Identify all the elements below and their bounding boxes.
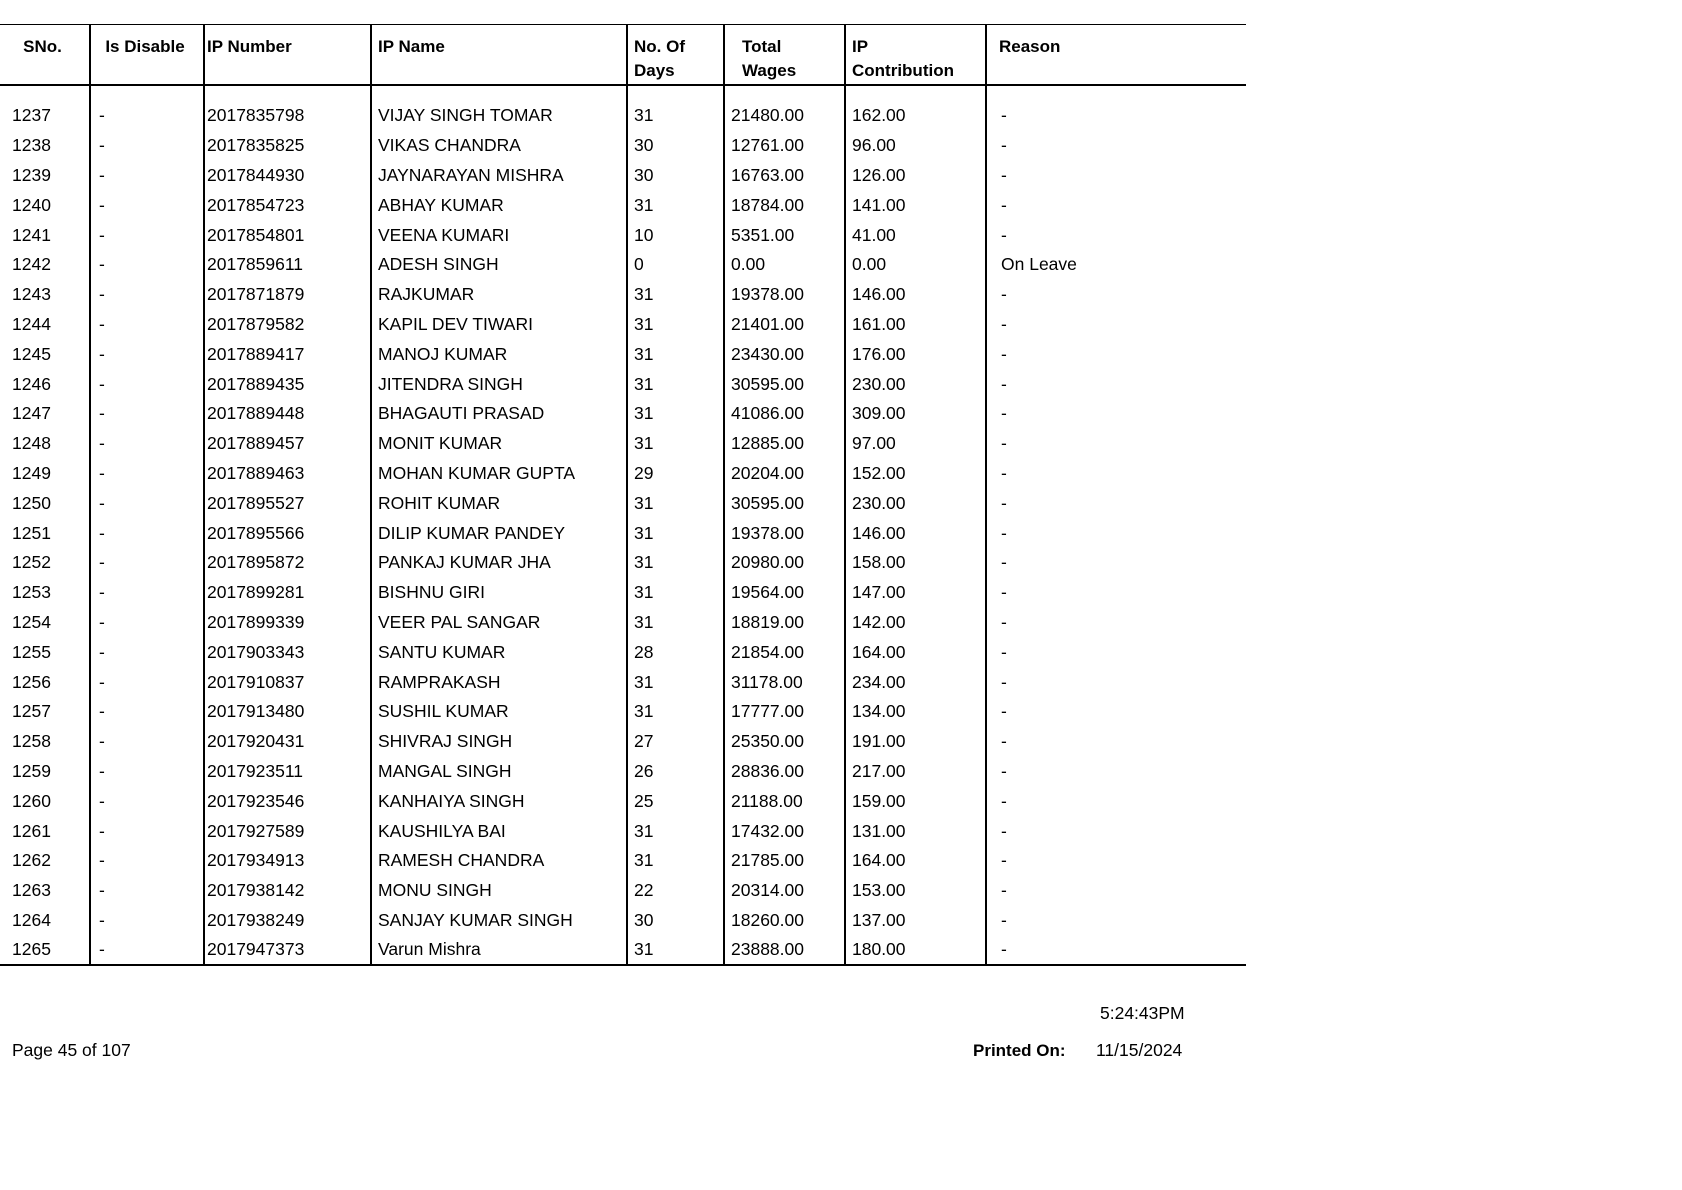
cell-days: 31 <box>627 428 724 458</box>
cell-ip-name: MANOJ KUMAR <box>371 339 627 369</box>
cell-ip-name: ROHIT KUMAR <box>371 488 627 518</box>
table-row <box>0 875 1246 905</box>
cell-is-disable: - <box>90 339 204 369</box>
cell-sno: 1245 <box>12 343 51 364</box>
table-row <box>0 279 1246 309</box>
cell-ip-contribution: 191.00 <box>845 726 986 756</box>
table-row <box>0 398 1246 428</box>
cell-ip-name: VIKAS CHANDRA <box>371 130 627 160</box>
cell-is-disable: - <box>90 667 204 697</box>
cell-days: 27 <box>627 726 724 756</box>
cell-ip-name: KAUSHILYA BAI <box>371 816 627 846</box>
cell-total-wages: 18819.00 <box>724 607 845 637</box>
cell-sno: 1247 <box>12 403 51 424</box>
cell-ip-number: 2017938142 <box>204 875 371 905</box>
printed-on-date: 11/15/2024 <box>1096 1040 1183 1060</box>
cell-ip-name: RAJKUMAR <box>371 279 627 309</box>
header-wages-line2: Wages <box>742 61 797 80</box>
cell-ip-number: 2017889448 <box>204 398 371 428</box>
cell-sno: 1258 <box>12 731 51 752</box>
cell-ip-number: 2017947373 <box>204 935 371 965</box>
cell-sno: 1257 <box>12 701 51 722</box>
cell-ip-contribution: 162.00 <box>845 101 986 131</box>
cell-reason: - <box>986 875 1246 905</box>
table-row <box>0 101 1246 131</box>
cell-reason: - <box>986 309 1246 339</box>
cell-reason: - <box>986 488 1246 518</box>
cell-sno: 1243 <box>12 284 51 305</box>
table-row <box>0 339 1246 369</box>
cell-days: 31 <box>627 518 724 548</box>
cell-is-disable: - <box>90 816 204 846</box>
cell-ip-contribution: 96.00 <box>845 130 986 160</box>
table-row <box>0 249 1246 279</box>
cell-reason: - <box>986 101 1246 131</box>
cell-sno: 1242 <box>12 254 51 275</box>
cell-total-wages: 30595.00 <box>724 488 845 518</box>
cell-reason: - <box>986 726 1246 756</box>
cell-is-disable: - <box>90 190 204 220</box>
table-row <box>0 428 1246 458</box>
cell-total-wages: 18784.00 <box>724 190 845 220</box>
header-ip-name <box>371 25 627 85</box>
cell-ip-name: VIJAY SINGH TOMAR <box>371 101 627 131</box>
cell-ip-name: ADESH SINGH <box>371 249 627 279</box>
cell-ip-contribution: 142.00 <box>845 607 986 637</box>
cell-ip-number: 2017889435 <box>204 369 371 399</box>
cell-ip-name: KANHAIYA SINGH <box>371 786 627 816</box>
cell-total-wages: 18260.00 <box>724 905 845 935</box>
cell-sno: 1263 <box>12 880 51 901</box>
cell-ip-number: 2017927589 <box>204 816 371 846</box>
cell-ip-name: DILIP KUMAR PANDEY <box>371 518 627 548</box>
cell-ip-contribution: 217.00 <box>845 756 986 786</box>
cell-ip-contribution: 134.00 <box>845 696 986 726</box>
table-row <box>0 667 1246 697</box>
table-row <box>0 786 1246 816</box>
cell-reason: - <box>986 905 1246 935</box>
cell-sno: 1237 <box>12 105 51 126</box>
table-row <box>0 518 1246 548</box>
cell-ip-number: 2017854723 <box>204 190 371 220</box>
cell-sno: 1239 <box>12 164 51 185</box>
cell-reason: - <box>986 667 1246 697</box>
cell-ip-number: 2017923511 <box>204 756 371 786</box>
cell-total-wages: 21480.00 <box>724 101 845 131</box>
print-time: 5:24:43PM <box>1100 1003 1185 1023</box>
cell-reason: - <box>986 935 1246 965</box>
contribution-report <box>0 24 1246 966</box>
cell-reason: - <box>986 518 1246 548</box>
cell-reason: - <box>986 369 1246 399</box>
table-row <box>0 696 1246 726</box>
cell-ip-contribution: 234.00 <box>845 667 986 697</box>
table-row <box>0 190 1246 220</box>
cell-days: 26 <box>627 756 724 786</box>
header-ip-number-label: IP Number <box>207 37 292 56</box>
cell-ip-number: 2017934913 <box>204 845 371 875</box>
cell-ip-name: JAYNARAYAN MISHRA <box>371 160 627 190</box>
cell-ip-name: MANGAL SINGH <box>371 756 627 786</box>
cell-ip-name: SANJAY KUMAR SINGH <box>371 905 627 935</box>
header-total-wages <box>724 25 845 85</box>
cell-ip-contribution: 176.00 <box>845 339 986 369</box>
cell-reason: - <box>986 607 1246 637</box>
cell-ip-contribution: 141.00 <box>845 190 986 220</box>
cell-ip-contribution: 158.00 <box>845 547 986 577</box>
header-contribution-line2: Contribution <box>852 61 954 80</box>
cell-is-disable: - <box>90 696 204 726</box>
cell-days: 22 <box>627 875 724 905</box>
header-reason-label: Reason <box>999 37 1061 56</box>
cell-ip-number: 2017923546 <box>204 786 371 816</box>
cell-reason: - <box>986 845 1246 875</box>
table-row <box>0 309 1246 339</box>
cell-ip-name: MOHAN KUMAR GUPTA <box>371 458 627 488</box>
cell-ip-number: 2017913480 <box>204 696 371 726</box>
cell-total-wages: 30595.00 <box>724 369 845 399</box>
cell-is-disable: - <box>90 518 204 548</box>
cell-total-wages: 5351.00 <box>724 220 845 250</box>
cell-days: 31 <box>627 696 724 726</box>
cell-is-disable: - <box>90 577 204 607</box>
header-sno <box>0 25 90 85</box>
header-days <box>627 25 724 85</box>
cell-days: 31 <box>627 369 724 399</box>
table-row <box>0 905 1246 935</box>
cell-sno: 1238 <box>12 135 51 156</box>
cell-ip-contribution: 146.00 <box>845 279 986 309</box>
cell-is-disable: - <box>90 488 204 518</box>
page-number: Page 45 of 107 <box>12 1040 131 1060</box>
cell-reason: - <box>986 130 1246 160</box>
cell-ip-name: JITENDRA SINGH <box>371 369 627 399</box>
cell-ip-contribution: 126.00 <box>845 160 986 190</box>
cell-reason: - <box>986 547 1246 577</box>
cell-sno: 1240 <box>12 194 51 215</box>
cell-days: 31 <box>627 547 724 577</box>
table-row <box>0 726 1246 756</box>
cell-ip-contribution: 164.00 <box>845 637 986 667</box>
cell-sno: 1241 <box>12 224 51 245</box>
cell-days: 31 <box>627 845 724 875</box>
cell-ip-contribution: 230.00 <box>845 369 986 399</box>
cell-ip-name: SUSHIL KUMAR <box>371 696 627 726</box>
table-header <box>0 25 1246 85</box>
cell-ip-number: 2017889457 <box>204 428 371 458</box>
cell-ip-contribution: 146.00 <box>845 518 986 548</box>
cell-days: 31 <box>627 398 724 428</box>
cell-days: 29 <box>627 458 724 488</box>
header-ip-contribution <box>845 25 986 85</box>
cell-sno: 1253 <box>12 582 51 603</box>
cell-sno: 1256 <box>12 671 51 692</box>
cell-ip-contribution: 0.00 <box>845 249 986 279</box>
cell-is-disable: - <box>90 458 204 488</box>
cell-days: 31 <box>627 577 724 607</box>
cell-sno: 1255 <box>12 641 51 662</box>
cell-ip-contribution: 153.00 <box>845 875 986 905</box>
cell-days: 31 <box>627 279 724 309</box>
cell-days: 31 <box>627 339 724 369</box>
cell-is-disable: - <box>90 547 204 577</box>
header-ip-name-label: IP Name <box>378 37 445 56</box>
cell-total-wages: 21401.00 <box>724 309 845 339</box>
cell-total-wages: 21854.00 <box>724 637 845 667</box>
cell-days: 31 <box>627 309 724 339</box>
cell-ip-number: 2017895566 <box>204 518 371 548</box>
cell-ip-contribution: 137.00 <box>845 905 986 935</box>
cell-ip-name: KAPIL DEV TIWARI <box>371 309 627 339</box>
table-row <box>0 816 1246 846</box>
cell-days: 31 <box>627 101 724 131</box>
ip-contribution-table <box>0 24 1246 966</box>
cell-days: 10 <box>627 220 724 250</box>
cell-ip-number: 2017899281 <box>204 577 371 607</box>
cell-total-wages: 12885.00 <box>724 428 845 458</box>
printed-on-label: Printed On: <box>973 1041 1066 1060</box>
cell-reason: - <box>986 637 1246 667</box>
cell-ip-name: MONIT KUMAR <box>371 428 627 458</box>
cell-total-wages: 41086.00 <box>724 398 845 428</box>
cell-days: 31 <box>627 935 724 965</box>
cell-is-disable: - <box>90 845 204 875</box>
cell-total-wages: 23888.00 <box>724 935 845 965</box>
cell-total-wages: 17432.00 <box>724 816 845 846</box>
cell-sno: 1261 <box>12 820 51 841</box>
header-row <box>0 25 1246 85</box>
table-row <box>0 637 1246 667</box>
table-row <box>0 756 1246 786</box>
cell-is-disable: - <box>90 279 204 309</box>
cell-ip-number: 2017895527 <box>204 488 371 518</box>
cell-total-wages: 19378.00 <box>724 279 845 309</box>
cell-ip-name: BHAGAUTI PRASAD <box>371 398 627 428</box>
cell-total-wages: 28836.00 <box>724 756 845 786</box>
cell-ip-number: 2017879582 <box>204 309 371 339</box>
cell-ip-number: 2017910837 <box>204 667 371 697</box>
cell-total-wages: 20314.00 <box>724 875 845 905</box>
table-row <box>0 458 1246 488</box>
cell-total-wages: 31178.00 <box>724 667 845 697</box>
cell-total-wages: 17777.00 <box>724 696 845 726</box>
cell-sno: 1250 <box>12 492 51 513</box>
cell-ip-contribution: 180.00 <box>845 935 986 965</box>
cell-days: 30 <box>627 130 724 160</box>
cell-reason: - <box>986 398 1246 428</box>
cell-is-disable: - <box>90 130 204 160</box>
cell-ip-number: 2017844930 <box>204 160 371 190</box>
table-row <box>0 488 1246 518</box>
cell-reason: - <box>986 428 1246 458</box>
cell-ip-name: SANTU KUMAR <box>371 637 627 667</box>
cell-days: 31 <box>627 667 724 697</box>
cell-ip-name: VEER PAL SANGAR <box>371 607 627 637</box>
cell-is-disable: - <box>90 637 204 667</box>
cell-is-disable: - <box>90 935 204 965</box>
header-days-line1: No. Of <box>634 37 685 56</box>
cell-is-disable: - <box>90 369 204 399</box>
cell-is-disable: - <box>90 101 204 131</box>
cell-reason: - <box>986 756 1246 786</box>
cell-ip-contribution: 152.00 <box>845 458 986 488</box>
cell-ip-number: 2017835825 <box>204 130 371 160</box>
cell-is-disable: - <box>90 160 204 190</box>
cell-sno: 1251 <box>12 522 51 543</box>
cell-reason: - <box>986 279 1246 309</box>
header-contribution-line1: IP <box>852 37 869 56</box>
table-row <box>0 577 1246 607</box>
cell-ip-number: 2017903343 <box>204 637 371 667</box>
cell-ip-name: RAMPRAKASH <box>371 667 627 697</box>
table-row <box>0 220 1246 250</box>
cell-ip-contribution: 164.00 <box>845 845 986 875</box>
cell-days: 25 <box>627 786 724 816</box>
cell-total-wages: 21785.00 <box>724 845 845 875</box>
table-row <box>0 935 1246 965</box>
cell-is-disable: - <box>90 398 204 428</box>
cell-reason: - <box>986 458 1246 488</box>
cell-sno: 1246 <box>12 373 51 394</box>
cell-ip-name: BISHNU GIRI <box>371 577 627 607</box>
cell-reason: - <box>986 160 1246 190</box>
header-ip-number <box>204 25 371 85</box>
cell-is-disable: - <box>90 875 204 905</box>
cell-ip-name: Varun Mishra <box>371 935 627 965</box>
cell-ip-name: SHIVRAJ SINGH <box>371 726 627 756</box>
cell-sno: 1248 <box>12 433 51 454</box>
cell-is-disable: - <box>90 786 204 816</box>
header-is-disable-label: Is Disable <box>105 37 185 56</box>
table-row <box>0 160 1246 190</box>
table-row <box>0 369 1246 399</box>
table-row <box>0 130 1246 160</box>
cell-days: 31 <box>627 607 724 637</box>
cell-is-disable: - <box>90 309 204 339</box>
cell-ip-number: 2017920431 <box>204 726 371 756</box>
cell-ip-name: PANKAJ KUMAR JHA <box>371 547 627 577</box>
cell-total-wages: 0.00 <box>724 249 845 279</box>
cell-total-wages: 20204.00 <box>724 458 845 488</box>
header-days-line2: Days <box>634 61 675 80</box>
cell-reason: - <box>986 339 1246 369</box>
cell-ip-contribution: 159.00 <box>845 786 986 816</box>
cell-reason: - <box>986 220 1246 250</box>
cell-days: 31 <box>627 190 724 220</box>
cell-total-wages: 21188.00 <box>724 786 845 816</box>
cell-ip-name: VEENA KUMARI <box>371 220 627 250</box>
table-row <box>0 845 1246 875</box>
cell-ip-number: 2017899339 <box>204 607 371 637</box>
table-row <box>0 607 1246 637</box>
cell-ip-contribution: 309.00 <box>845 398 986 428</box>
cell-ip-contribution: 41.00 <box>845 220 986 250</box>
cell-ip-name: ABHAY KUMAR <box>371 190 627 220</box>
cell-sno: 1260 <box>12 790 51 811</box>
cell-ip-number: 2017835798 <box>204 101 371 131</box>
header-reason <box>986 25 1246 85</box>
cell-total-wages: 19378.00 <box>724 518 845 548</box>
cell-ip-number: 2017938249 <box>204 905 371 935</box>
cell-ip-number: 2017871879 <box>204 279 371 309</box>
cell-total-wages: 12761.00 <box>724 130 845 160</box>
cell-is-disable: - <box>90 220 204 250</box>
table-row <box>0 547 1246 577</box>
cell-is-disable: - <box>90 607 204 637</box>
cell-ip-number: 2017859611 <box>204 249 371 279</box>
cell-total-wages: 19564.00 <box>724 577 845 607</box>
cell-is-disable: - <box>90 249 204 279</box>
cell-is-disable: - <box>90 726 204 756</box>
cell-ip-contribution: 131.00 <box>845 816 986 846</box>
cell-is-disable: - <box>90 428 204 458</box>
cell-reason: - <box>986 786 1246 816</box>
body-spacer-row <box>0 85 1246 101</box>
cell-sno: 1262 <box>12 850 51 871</box>
cell-ip-contribution: 230.00 <box>845 488 986 518</box>
cell-reason: On Leave <box>986 249 1246 279</box>
cell-days: 31 <box>627 488 724 518</box>
cell-ip-number: 2017889463 <box>204 458 371 488</box>
cell-ip-number: 2017854801 <box>204 220 371 250</box>
cell-sno: 1254 <box>12 611 51 632</box>
cell-total-wages: 16763.00 <box>724 160 845 190</box>
cell-ip-number: 2017889417 <box>204 339 371 369</box>
cell-days: 31 <box>627 816 724 846</box>
cell-sno: 1252 <box>12 552 51 573</box>
cell-ip-number: 2017895872 <box>204 547 371 577</box>
cell-reason: - <box>986 696 1246 726</box>
header-wages-line1: Total <box>742 37 782 56</box>
cell-days: 28 <box>627 637 724 667</box>
cell-sno: 1249 <box>12 462 51 483</box>
cell-reason: - <box>986 190 1246 220</box>
cell-sno: 1264 <box>12 909 51 930</box>
cell-sno: 1259 <box>12 760 51 781</box>
cell-sno: 1265 <box>0 935 90 965</box>
cell-total-wages: 20980.00 <box>724 547 845 577</box>
cell-reason: - <box>986 816 1246 846</box>
header-is-disable <box>90 25 204 85</box>
table-body <box>0 85 1246 965</box>
header-sno-label: SNo. <box>23 37 62 56</box>
cell-days: 30 <box>627 160 724 190</box>
cell-is-disable: - <box>90 905 204 935</box>
cell-sno: 1244 <box>12 313 51 334</box>
cell-total-wages: 25350.00 <box>724 726 845 756</box>
cell-ip-contribution: 161.00 <box>845 309 986 339</box>
cell-days: 0 <box>627 249 724 279</box>
cell-ip-name: RAMESH CHANDRA <box>371 845 627 875</box>
cell-ip-contribution: 97.00 <box>845 428 986 458</box>
cell-is-disable: - <box>90 756 204 786</box>
cell-ip-contribution: 147.00 <box>845 577 986 607</box>
cell-ip-name: MONU SINGH <box>371 875 627 905</box>
cell-reason: - <box>986 577 1246 607</box>
cell-total-wages: 23430.00 <box>724 339 845 369</box>
cell-days: 30 <box>627 905 724 935</box>
